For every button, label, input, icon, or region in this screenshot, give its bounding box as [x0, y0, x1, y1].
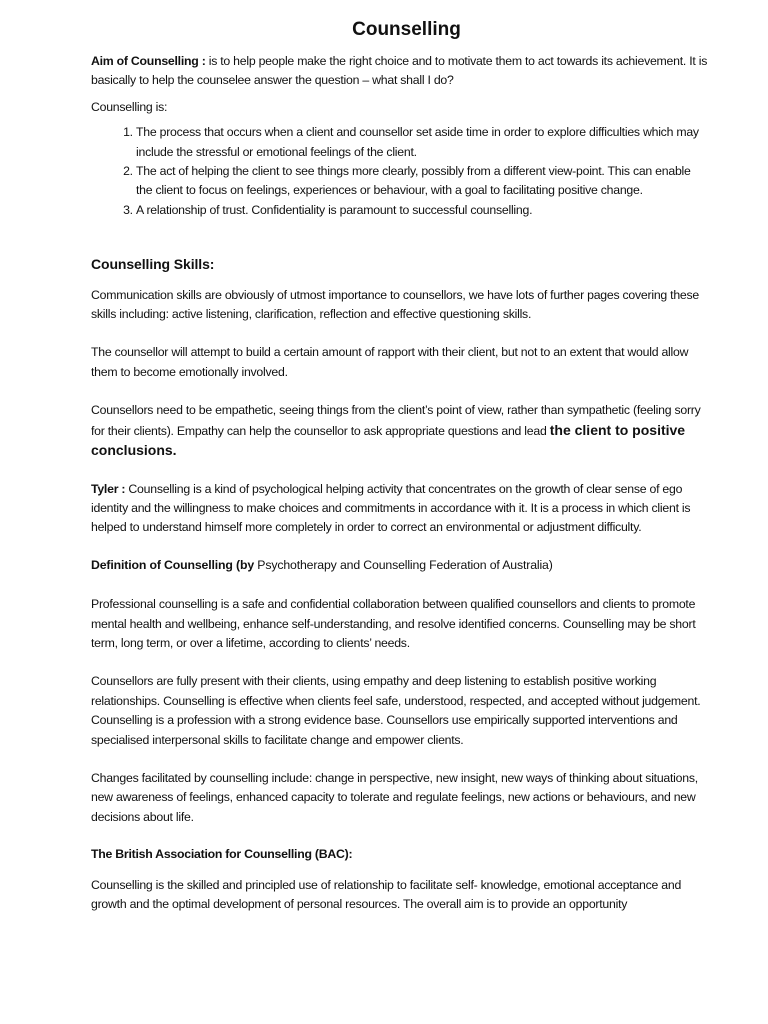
- skills-paragraph-3: [91, 401, 710, 461]
- tyler-label: Tyler :: [91, 481, 126, 496]
- definition-heading: [91, 556, 710, 575]
- list-item: 1. The process that occurs when a client and counsellor set aside time in order to explore difficulties which may include the stressful or emotional feelings of the client.: [136, 123, 710, 162]
- bac-paragraph: Counselling is the skilled and principled use of relationship to facilitate self- knowledge, emotional acceptance and growth and the optimal development of personal resources. The overall aim is to provide an opportunity: [91, 877, 682, 911]
- definition-paragraph-2: Counsellors are fully present with their clients, using empathy and deep listening to establish positive working relationships. Counselling is effective when clients feel safe, understood, respected, and accepted without judgement. Counselling is a profession with a strong evidence base. Counsellors use empirically supported interventions and specialised interpersonal skills to facilitate change and empower clients.: [91, 674, 701, 747]
- tyler-text: Counselling is a kind of psychological helping activity that concentrates on the growth of clear sense of ego identity and the willingness to make choices and commitments in accordance with it. It is a process in which client is helped to understand himself more completely in order to correct an environmental or adjustment difficulty.: [91, 481, 691, 535]
- bac-heading: The British Association for Counselling (BAC):: [91, 847, 353, 862]
- list-item: 3. A relationship of trust. Confidentiality is paramount to successful counselling.: [136, 201, 710, 220]
- definition-label: Definition of Counselling (by: [91, 557, 258, 572]
- list-item: 2. The act of helping the client to see things more clearly, possibly from a different view-point. This can enable the client to focus on feelings, experiences or behaviour, with a goal to facilitating positive change.: [136, 162, 710, 201]
- skills-paragraph-2: The counsellor will attempt to build a certain amount of rapport with their client, but not to an extent that would allow them to become emotionally involved.: [91, 345, 689, 379]
- definition-paragraph-3: Changes facilitated by counselling include: change in perspective, new insight, new ways of thinking about situations, new awareness of feelings, enhanced capacity to tolerate and regulate feelings, new actions or behaviours, and new decisions about life.: [91, 770, 698, 824]
- counselling-is-list: [91, 123, 710, 220]
- counselling-is-label: Counselling is:: [91, 99, 168, 114]
- tyler-paragraph: [91, 480, 710, 538]
- definition-paragraph-1: Professional counselling is a safe and confidential collaboration between qualified counsellors and clients to promote mental health and wellbeing, enhance self-understanding, and resolve identified concerns. Counselling may be short term, long term, or over a lifetime, according to clients’ needs.: [91, 597, 696, 650]
- skills-paragraph-3-text: Counsellors need to be empathetic, seeing things from the client’s point of view, rather than sympathetic (feeling sorry for their clients). Empathy can help the counsellor to ask appropriate questions and lead: [91, 403, 701, 438]
- aim-text: is to help people make the right choice and to motivate them to act towards its achievement. It is basically to help the counselee answer the question – what shall I do?: [91, 54, 708, 88]
- skills-paragraph-3-tail: the client to positive conclusions.: [91, 421, 686, 459]
- aim-paragraph: [91, 52, 710, 91]
- skills-paragraph-1: Communication skills are obviously of utmost importance to counsellors, we have lots of further pages covering these skills including: active listening, clarification, reflection and effective questioning skills.: [91, 287, 700, 322]
- page-title: Counselling: [352, 19, 461, 40]
- definition-source: Psychotherapy and Counselling Federation of Australia): [257, 557, 553, 572]
- aim-label: Aim of Counselling :: [91, 54, 206, 68]
- skills-heading: Counselling Skills:: [91, 256, 215, 273]
